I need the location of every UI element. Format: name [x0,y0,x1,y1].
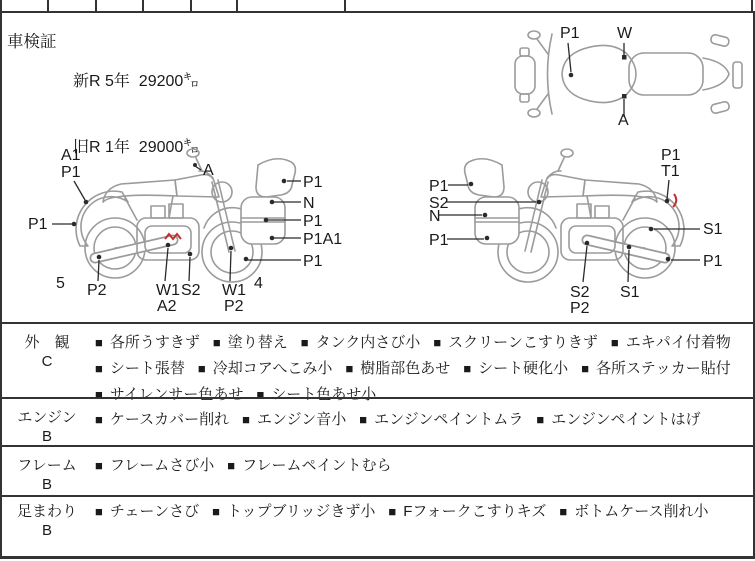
condition-row-undercarriage [0,495,753,558]
damage-mark-red [673,194,676,207]
checkbox-filled-icon: ■ [212,504,220,519]
label-seat-w: W [617,25,633,42]
defect-item: ■ シート色あせ小 [256,386,377,403]
grade-value: C [41,353,53,370]
category-label: エンジン [17,409,77,426]
defect-item: ■ ケースカバー削れ [95,411,230,428]
motorcycle-right-side-diagram [415,140,735,320]
defect-item: ■ シート硬化小 [463,360,569,377]
category-label: 足まわり [16,503,77,520]
label-rear-wheel-p1: P1 [703,253,723,270]
table-divider [236,0,238,11]
label-frame-s2: S2 [181,282,201,299]
checkbox-filled-icon: ■ [242,412,250,427]
defect-item: ■ エンジン音小 [242,411,347,428]
defect-item: ■ フレームペイントむら [227,457,392,474]
label-shock-s1: S1 [703,221,723,238]
defect-list [95,407,747,433]
label-engine-p2: P2 [570,300,590,317]
checkbox-filled-icon: ■ [463,361,472,376]
condition-row-engine [0,397,753,447]
checkbox-filled-icon: ■ [388,504,397,519]
defect-item: ■ 塗り替え [212,334,288,351]
motorcycle-top-view-art [515,31,742,117]
defect-list [95,499,747,525]
checkbox-filled-icon: ■ [95,504,103,519]
label-engine-a2: A2 [157,298,177,315]
motorcycle-side-art-mirrored [465,149,684,282]
grade-value: B [41,428,52,445]
checkbox-filled-icon: ■ [610,335,619,350]
checkbox-filled-icon: ■ [95,412,103,427]
table-header-remnant [0,0,755,13]
label-fork-p2: P2 [224,298,244,315]
table-divider [751,0,753,11]
table-divider [344,0,346,11]
label-num-4: 4 [254,275,263,292]
defect-item: ■ Fフォークこすりキズ [388,503,547,520]
label-front-wheel-p1: P1 [303,253,323,270]
checkbox-filled-icon: ■ [197,361,206,376]
defect-list [95,453,747,479]
defect-item: ■ スクリーンこすりきず [433,334,598,351]
label-tail-a1: A1 [61,147,81,164]
defect-item: ■ ボトムケース削れ小 [559,503,709,520]
label-cowl-n: N [303,195,315,212]
defect-item: ■ 各所ステッカー貼付 [581,360,731,377]
defect-item: ■ エキパイ付着物 [610,334,731,351]
grade-value: B [41,476,52,493]
condition-row-exterior [0,322,753,403]
label-cowl-n: N [429,208,441,225]
label-rear-fender-p1: P1 [28,216,48,233]
checkbox-filled-icon: ■ [256,387,265,402]
table-divider [0,0,2,11]
label-tail-p1: P1 [61,164,81,181]
label-num-5: 5 [56,275,65,292]
defect-item: ■ エンジンペイントはげ [536,411,701,428]
defect-item: ■ フレームさび小 [95,457,215,474]
checkbox-filled-icon: ■ [95,361,103,376]
checkbox-filled-icon: ■ [212,335,221,350]
defect-item: ■ サイレンサー色あせ [95,386,244,403]
label-seat-a: A [618,112,629,127]
label-cowl-mid-p1: P1 [303,213,323,230]
defect-item: ■ タンク内さび小 [300,334,421,351]
label-mirror-s2: S2 [429,195,449,212]
shaken-new-line: 新R 5年 29200㌔ [73,73,200,90]
defect-item: ■ シート張替 [95,360,185,377]
checkbox-filled-icon: ■ [227,458,236,473]
label-tail-t1: T1 [661,163,680,180]
label-mirror-a: A [203,162,214,179]
condition-row-frame [0,445,753,497]
label-frame-s1: S1 [620,284,640,301]
checkbox-filled-icon: ■ [95,458,103,473]
label-cowl-lower-p1: P1 [429,232,449,249]
defect-item: ■ 冷却コアへこみ小 [197,360,333,377]
label-cowl-p1: P1 [303,174,323,191]
checkbox-filled-icon: ■ [559,504,568,519]
defect-item: ■ 各所うすきず [95,334,200,351]
grade-value: B [41,522,52,539]
checkbox-filled-icon: ■ [345,361,354,376]
category-label: 外 観 [24,334,70,351]
motorcycle-top-view-diagram [505,22,755,127]
checkbox-filled-icon: ■ [433,335,442,350]
defect-item: ■ エンジンペイントムラ [359,411,524,428]
shaken-old-line: 旧R 1年 29000㌔ [73,139,200,156]
label-engine-s2: S2 [570,284,590,301]
checkbox-filled-icon: ■ [300,335,309,350]
label-cowl-p1a1: P1A1 [303,231,343,248]
checkbox-filled-icon: ■ [359,412,368,427]
table-divider [95,0,97,11]
label-engine-w1: W1 [156,282,180,299]
category-label: フレーム [17,457,77,474]
label-tank-p1: P1 [560,25,580,42]
defect-item: ■ トップブリッジきず小 [212,503,376,520]
label-tail-p1: P1 [661,147,681,164]
label-cowl-p1: P1 [429,178,449,195]
checkbox-filled-icon: ■ [95,335,103,350]
checkbox-filled-icon: ■ [95,387,103,402]
defect-item: ■ 樹脂部色あせ [345,360,451,377]
checkbox-filled-icon: ■ [536,412,545,427]
motorcycle-side-art [76,149,295,282]
table-divider [142,0,144,11]
table-divider [190,0,192,11]
label-muffler-p2: P2 [87,282,107,299]
shaken-label: 車検証 [7,33,57,51]
motorcycle-left-side-diagram [25,140,345,320]
defect-item: ■ チェーンさび [95,503,200,520]
label-fork-w1: W1 [222,282,246,299]
table-divider [47,0,49,11]
checkbox-filled-icon: ■ [581,361,590,376]
